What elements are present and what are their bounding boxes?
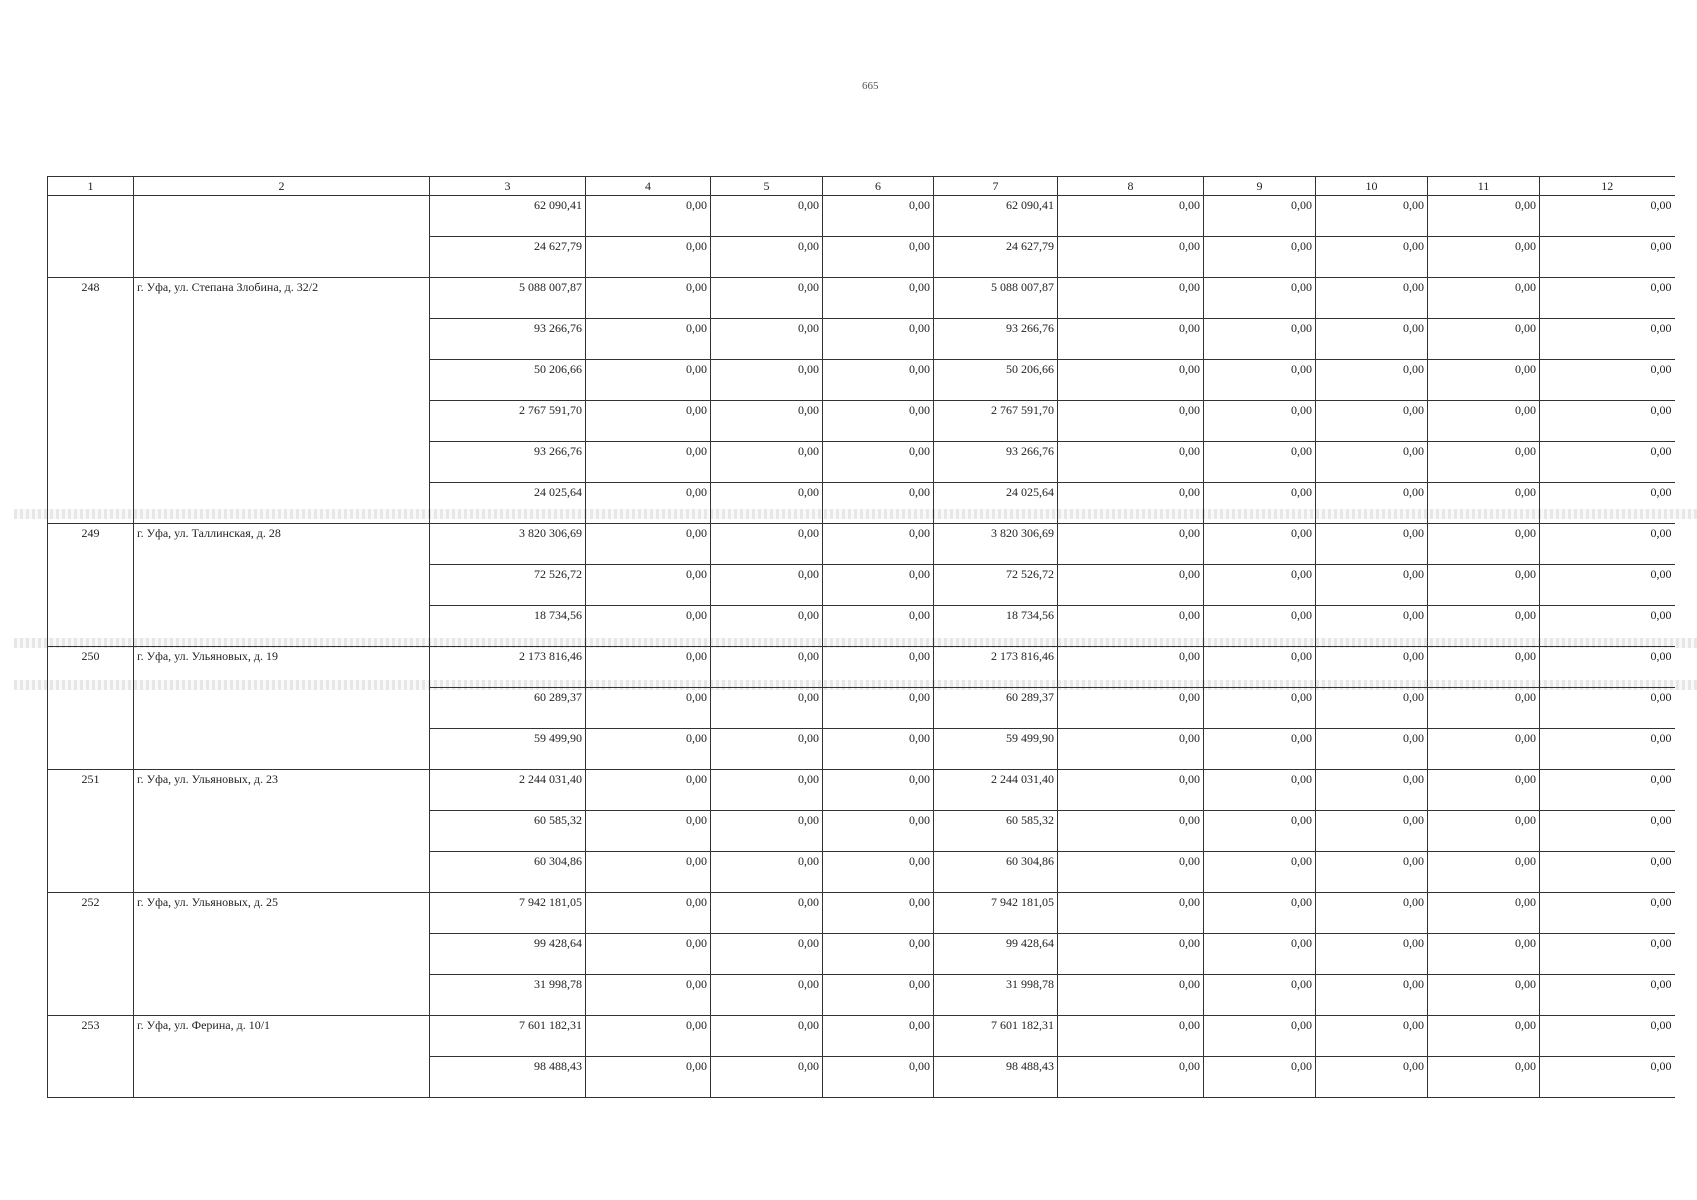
amount-cell-col-12: 0,00	[1540, 196, 1675, 237]
amount-cell-col-12: 0,00	[1540, 934, 1675, 975]
amount-cell-col-10: 0,00	[1316, 278, 1428, 319]
amount-cell-col-4: 0,00	[586, 483, 711, 524]
amount-cell-col-3: 60 585,32	[430, 811, 586, 852]
amount-cell-col-11: 0,00	[1428, 975, 1540, 1016]
page-number: 665	[862, 80, 879, 92]
amount-cell-col-4: 0,00	[586, 196, 711, 237]
amount-cell-col-12: 0,00	[1540, 483, 1675, 524]
amount-cell-col-3: 5 088 007,87	[430, 278, 586, 319]
amount-cell-col-11: 0,00	[1428, 237, 1540, 278]
amount-cell-col-6: 0,00	[823, 196, 934, 237]
amount-cell-col-3: 31 998,78	[430, 975, 586, 1016]
amount-cell-col-8: 0,00	[1058, 483, 1204, 524]
row-number: 253	[48, 1016, 134, 1098]
amount-cell-col-11: 0,00	[1428, 483, 1540, 524]
amount-cell-col-10: 0,00	[1316, 442, 1428, 483]
amount-cell-col-8: 0,00	[1058, 770, 1204, 811]
amount-cell-col-4: 0,00	[586, 893, 711, 934]
amount-cell-col-4: 0,00	[586, 770, 711, 811]
amount-cell-col-5: 0,00	[711, 606, 823, 647]
amount-cell-col-7: 24 025,64	[934, 483, 1058, 524]
amount-cell-col-8: 0,00	[1058, 647, 1204, 688]
amount-cell-col-5: 0,00	[711, 319, 823, 360]
column-number-12: 12	[1540, 177, 1675, 196]
amount-cell-col-7: 2 244 031,40	[934, 770, 1058, 811]
amount-cell-col-6: 0,00	[823, 442, 934, 483]
row-number: 249	[48, 524, 134, 647]
amount-cell-col-12: 0,00	[1540, 237, 1675, 278]
amount-cell-col-6: 0,00	[823, 852, 934, 893]
amount-cell-col-12: 0,00	[1540, 319, 1675, 360]
amount-cell-col-6: 0,00	[823, 770, 934, 811]
amount-cell-col-10: 0,00	[1316, 893, 1428, 934]
amount-cell-col-11: 0,00	[1428, 278, 1540, 319]
amount-cell-col-3: 60 304,86	[430, 852, 586, 893]
amount-cell-col-5: 0,00	[711, 729, 823, 770]
amount-cell-col-9: 0,00	[1204, 237, 1316, 278]
amount-cell-col-6: 0,00	[823, 524, 934, 565]
amount-cell-col-9: 0,00	[1204, 606, 1316, 647]
amount-cell-col-12: 0,00	[1540, 565, 1675, 606]
amount-cell-col-3: 7 942 181,05	[430, 893, 586, 934]
amount-cell-col-3: 2 173 816,46	[430, 647, 586, 688]
amount-cell-col-8: 0,00	[1058, 852, 1204, 893]
amount-cell-col-7: 31 998,78	[934, 975, 1058, 1016]
amount-cell-col-3: 59 499,90	[430, 729, 586, 770]
amount-cell-col-8: 0,00	[1058, 319, 1204, 360]
amount-cell-col-12: 0,00	[1540, 852, 1675, 893]
amount-cell-col-8: 0,00	[1058, 196, 1204, 237]
amount-cell-col-4: 0,00	[586, 278, 711, 319]
amount-cell-col-6: 0,00	[823, 647, 934, 688]
column-number-7: 7	[934, 177, 1058, 196]
amount-cell-col-10: 0,00	[1316, 360, 1428, 401]
amount-cell-col-5: 0,00	[711, 647, 823, 688]
amount-cell-col-7: 60 585,32	[934, 811, 1058, 852]
amount-cell-col-3: 99 428,64	[430, 934, 586, 975]
amount-cell-col-7: 24 627,79	[934, 237, 1058, 278]
amount-cell-col-3: 98 488,43	[430, 1057, 586, 1098]
address-cell: г. Уфа, ул. Степана Злобина, д. 32/2	[134, 278, 430, 524]
amount-cell-col-10: 0,00	[1316, 1057, 1428, 1098]
amount-cell-col-8: 0,00	[1058, 237, 1204, 278]
amount-cell-col-8: 0,00	[1058, 934, 1204, 975]
amount-cell-col-3: 3 820 306,69	[430, 524, 586, 565]
amount-cell-col-4: 0,00	[586, 647, 711, 688]
amount-cell-col-6: 0,00	[823, 237, 934, 278]
amount-cell-col-12: 0,00	[1540, 278, 1675, 319]
amount-cell-col-5: 0,00	[711, 1016, 823, 1057]
amount-cell-col-6: 0,00	[823, 319, 934, 360]
amount-cell-col-4: 0,00	[586, 319, 711, 360]
amount-cell-col-10: 0,00	[1316, 770, 1428, 811]
amount-cell-col-3: 93 266,76	[430, 319, 586, 360]
amount-cell-col-8: 0,00	[1058, 606, 1204, 647]
amount-cell-col-3: 62 090,41	[430, 196, 586, 237]
amount-cell-col-9: 0,00	[1204, 647, 1316, 688]
amount-cell-col-8: 0,00	[1058, 278, 1204, 319]
amount-cell-col-10: 0,00	[1316, 565, 1428, 606]
amount-cell-col-10: 0,00	[1316, 196, 1428, 237]
amount-cell-col-7: 72 526,72	[934, 565, 1058, 606]
amount-cell-col-9: 0,00	[1204, 565, 1316, 606]
amount-cell-col-11: 0,00	[1428, 606, 1540, 647]
amount-cell-col-10: 0,00	[1316, 934, 1428, 975]
amount-cell-col-11: 0,00	[1428, 934, 1540, 975]
amount-cell-col-9: 0,00	[1204, 360, 1316, 401]
amount-cell-col-11: 0,00	[1428, 893, 1540, 934]
amount-cell-col-6: 0,00	[823, 483, 934, 524]
amount-cell-col-9: 0,00	[1204, 401, 1316, 442]
amount-cell-col-5: 0,00	[711, 770, 823, 811]
row-number: 248	[48, 278, 134, 524]
amount-cell-col-10: 0,00	[1316, 401, 1428, 442]
amount-cell-col-9: 0,00	[1204, 770, 1316, 811]
column-number-row	[48, 177, 1675, 196]
amount-cell-col-4: 0,00	[586, 442, 711, 483]
amount-cell-col-3: 7 601 182,31	[430, 1016, 586, 1057]
amount-cell-col-7: 98 488,43	[934, 1057, 1058, 1098]
amount-cell-col-10: 0,00	[1316, 319, 1428, 360]
amount-cell-col-11: 0,00	[1428, 852, 1540, 893]
amount-cell-col-11: 0,00	[1428, 770, 1540, 811]
amount-cell-col-9: 0,00	[1204, 524, 1316, 565]
amount-cell-col-10: 0,00	[1316, 852, 1428, 893]
column-number-6: 6	[823, 177, 934, 196]
amount-cell-col-10: 0,00	[1316, 688, 1428, 729]
amount-cell-col-10: 0,00	[1316, 811, 1428, 852]
column-number-8: 8	[1058, 177, 1204, 196]
amount-cell-col-8: 0,00	[1058, 524, 1204, 565]
amount-cell-col-12: 0,00	[1540, 442, 1675, 483]
amount-cell-col-10: 0,00	[1316, 647, 1428, 688]
amount-cell-col-6: 0,00	[823, 934, 934, 975]
table-row	[48, 647, 1675, 688]
amount-cell-col-5: 0,00	[711, 565, 823, 606]
amount-cell-col-3: 24 025,64	[430, 483, 586, 524]
amount-cell-col-4: 0,00	[586, 1057, 711, 1098]
table-body	[48, 196, 1675, 1098]
amount-cell-col-7: 60 304,86	[934, 852, 1058, 893]
amount-cell-col-4: 0,00	[586, 524, 711, 565]
amount-cell-col-12: 0,00	[1540, 811, 1675, 852]
column-number-11: 11	[1428, 177, 1540, 196]
amount-cell-col-11: 0,00	[1428, 647, 1540, 688]
amount-cell-col-11: 0,00	[1428, 811, 1540, 852]
amount-cell-col-7: 50 206,66	[934, 360, 1058, 401]
amount-cell-col-3: 72 526,72	[430, 565, 586, 606]
amount-cell-col-8: 0,00	[1058, 1057, 1204, 1098]
amount-cell-col-4: 0,00	[586, 975, 711, 1016]
table-row	[48, 893, 1675, 934]
amount-cell-col-3: 2 244 031,40	[430, 770, 586, 811]
amount-cell-col-3: 93 266,76	[430, 442, 586, 483]
amount-cell-col-8: 0,00	[1058, 442, 1204, 483]
amount-cell-col-9: 0,00	[1204, 483, 1316, 524]
amount-cell-col-5: 0,00	[711, 688, 823, 729]
amount-cell-col-5: 0,00	[711, 442, 823, 483]
amount-cell-col-11: 0,00	[1428, 401, 1540, 442]
amount-cell-col-6: 0,00	[823, 811, 934, 852]
amount-cell-col-6: 0,00	[823, 401, 934, 442]
amount-cell-col-5: 0,00	[711, 524, 823, 565]
amount-cell-col-4: 0,00	[586, 401, 711, 442]
address-cell: г. Уфа, ул. Ульяновых, д. 25	[134, 893, 430, 1016]
row-number: 250	[48, 647, 134, 770]
table-row	[48, 196, 1675, 237]
amount-cell-col-5: 0,00	[711, 852, 823, 893]
amount-cell-col-8: 0,00	[1058, 565, 1204, 606]
amount-cell-col-8: 0,00	[1058, 729, 1204, 770]
amount-cell-col-5: 0,00	[711, 237, 823, 278]
amount-cell-col-12: 0,00	[1540, 1057, 1675, 1098]
amount-cell-col-5: 0,00	[711, 893, 823, 934]
amount-cell-col-4: 0,00	[586, 360, 711, 401]
amount-cell-col-8: 0,00	[1058, 401, 1204, 442]
amount-cell-col-8: 0,00	[1058, 893, 1204, 934]
amount-cell-col-4: 0,00	[586, 729, 711, 770]
amount-cell-col-9: 0,00	[1204, 934, 1316, 975]
amount-cell-col-9: 0,00	[1204, 319, 1316, 360]
amount-cell-col-5: 0,00	[711, 360, 823, 401]
amount-cell-col-9: 0,00	[1204, 729, 1316, 770]
amount-cell-col-6: 0,00	[823, 688, 934, 729]
amount-cell-col-10: 0,00	[1316, 729, 1428, 770]
table-row	[48, 524, 1675, 565]
table-row	[48, 770, 1675, 811]
amount-cell-col-9: 0,00	[1204, 1057, 1316, 1098]
amount-cell-col-11: 0,00	[1428, 565, 1540, 606]
amount-cell-col-12: 0,00	[1540, 893, 1675, 934]
address-cell: г. Уфа, ул. Ульяновых, д. 23	[134, 770, 430, 893]
amount-cell-col-11: 0,00	[1428, 1016, 1540, 1057]
amount-cell-col-9: 0,00	[1204, 688, 1316, 729]
amount-cell-col-7: 93 266,76	[934, 319, 1058, 360]
amount-cell-col-7: 18 734,56	[934, 606, 1058, 647]
amount-cell-col-11: 0,00	[1428, 360, 1540, 401]
amount-cell-col-9: 0,00	[1204, 1016, 1316, 1057]
amount-cell-col-10: 0,00	[1316, 606, 1428, 647]
amount-cell-col-12: 0,00	[1540, 688, 1675, 729]
amount-cell-col-11: 0,00	[1428, 1057, 1540, 1098]
amount-cell-col-4: 0,00	[586, 934, 711, 975]
amount-cell-col-4: 0,00	[586, 852, 711, 893]
amount-cell-col-11: 0,00	[1428, 524, 1540, 565]
amount-cell-col-12: 0,00	[1540, 770, 1675, 811]
amount-cell-col-4: 0,00	[586, 606, 711, 647]
address-cell: г. Уфа, ул. Ферина, д. 10/1	[134, 1016, 430, 1098]
column-number-9: 9	[1204, 177, 1316, 196]
amount-cell-col-10: 0,00	[1316, 237, 1428, 278]
amount-cell-col-9: 0,00	[1204, 811, 1316, 852]
amount-cell-col-7: 7 942 181,05	[934, 893, 1058, 934]
amount-cell-col-5: 0,00	[711, 483, 823, 524]
amount-cell-col-9: 0,00	[1204, 852, 1316, 893]
amount-cell-col-7: 3 820 306,69	[934, 524, 1058, 565]
column-number-5: 5	[711, 177, 823, 196]
amount-cell-col-7: 2 173 816,46	[934, 647, 1058, 688]
amount-cell-col-11: 0,00	[1428, 729, 1540, 770]
amount-cell-col-7: 60 289,37	[934, 688, 1058, 729]
amount-cell-col-12: 0,00	[1540, 360, 1675, 401]
amount-cell-col-11: 0,00	[1428, 319, 1540, 360]
column-number-10: 10	[1316, 177, 1428, 196]
amount-cell-col-5: 0,00	[711, 1057, 823, 1098]
amount-cell-col-3: 2 767 591,70	[430, 401, 586, 442]
amount-cell-col-7: 99 428,64	[934, 934, 1058, 975]
amount-cell-col-7: 5 088 007,87	[934, 278, 1058, 319]
amount-cell-col-5: 0,00	[711, 278, 823, 319]
amount-cell-col-5: 0,00	[711, 934, 823, 975]
amount-cell-col-12: 0,00	[1540, 524, 1675, 565]
amount-cell-col-8: 0,00	[1058, 360, 1204, 401]
amount-cell-col-7: 59 499,90	[934, 729, 1058, 770]
amount-cell-col-9: 0,00	[1204, 975, 1316, 1016]
amount-cell-col-9: 0,00	[1204, 196, 1316, 237]
amount-cell-col-10: 0,00	[1316, 524, 1428, 565]
amount-cell-col-4: 0,00	[586, 811, 711, 852]
amount-cell-col-11: 0,00	[1428, 196, 1540, 237]
amount-cell-col-8: 0,00	[1058, 811, 1204, 852]
amount-cell-col-6: 0,00	[823, 565, 934, 606]
amount-cell-col-6: 0,00	[823, 1016, 934, 1057]
amount-cell-col-5: 0,00	[711, 975, 823, 1016]
amount-cell-col-12: 0,00	[1540, 401, 1675, 442]
amount-cell-col-4: 0,00	[586, 565, 711, 606]
amount-cell-col-7: 62 090,41	[934, 196, 1058, 237]
amount-cell-col-10: 0,00	[1316, 975, 1428, 1016]
amount-cell-col-5: 0,00	[711, 401, 823, 442]
amount-cell-col-4: 0,00	[586, 688, 711, 729]
amount-cell-col-7: 7 601 182,31	[934, 1016, 1058, 1057]
row-number	[48, 196, 134, 278]
amount-cell-col-3: 60 289,37	[430, 688, 586, 729]
amount-cell-col-11: 0,00	[1428, 688, 1540, 729]
address-cell	[134, 196, 430, 278]
column-number-1: 1	[48, 177, 134, 196]
amount-cell-col-4: 0,00	[586, 237, 711, 278]
row-number: 252	[48, 893, 134, 1016]
amount-cell-col-12: 0,00	[1540, 647, 1675, 688]
amount-cell-col-3: 18 734,56	[430, 606, 586, 647]
amount-cell-col-9: 0,00	[1204, 893, 1316, 934]
amount-cell-col-12: 0,00	[1540, 729, 1675, 770]
amount-cell-col-6: 0,00	[823, 729, 934, 770]
amount-cell-col-12: 0,00	[1540, 1016, 1675, 1057]
amount-cell-col-12: 0,00	[1540, 606, 1675, 647]
column-number-3: 3	[430, 177, 586, 196]
amount-cell-col-6: 0,00	[823, 1057, 934, 1098]
amount-cell-col-9: 0,00	[1204, 442, 1316, 483]
amount-cell-col-7: 93 266,76	[934, 442, 1058, 483]
amount-cell-col-8: 0,00	[1058, 975, 1204, 1016]
amount-cell-col-6: 0,00	[823, 606, 934, 647]
amount-cell-col-9: 0,00	[1204, 278, 1316, 319]
amount-cell-col-7: 2 767 591,70	[934, 401, 1058, 442]
amount-cell-col-12: 0,00	[1540, 975, 1675, 1016]
amount-cell-col-3: 50 206,66	[430, 360, 586, 401]
amount-cell-col-10: 0,00	[1316, 1016, 1428, 1057]
amount-cell-col-8: 0,00	[1058, 688, 1204, 729]
amount-cell-col-3: 24 627,79	[430, 237, 586, 278]
address-cell: г. Уфа, ул. Таллинская, д. 28	[134, 524, 430, 647]
amount-cell-col-5: 0,00	[711, 811, 823, 852]
data-table	[47, 176, 1675, 1098]
amount-cell-col-6: 0,00	[823, 360, 934, 401]
amount-cell-col-4: 0,00	[586, 1016, 711, 1057]
address-cell: г. Уфа, ул. Ульяновых, д. 19	[134, 647, 430, 770]
table-row	[48, 278, 1675, 319]
amount-cell-col-6: 0,00	[823, 278, 934, 319]
column-number-2: 2	[134, 177, 430, 196]
amount-cell-col-10: 0,00	[1316, 483, 1428, 524]
amount-cell-col-8: 0,00	[1058, 1016, 1204, 1057]
table-row	[48, 1016, 1675, 1057]
amount-cell-col-11: 0,00	[1428, 442, 1540, 483]
column-number-4: 4	[586, 177, 711, 196]
amount-cell-col-5: 0,00	[711, 196, 823, 237]
row-number: 251	[48, 770, 134, 893]
amount-cell-col-6: 0,00	[823, 893, 934, 934]
amount-cell-col-6: 0,00	[823, 975, 934, 1016]
